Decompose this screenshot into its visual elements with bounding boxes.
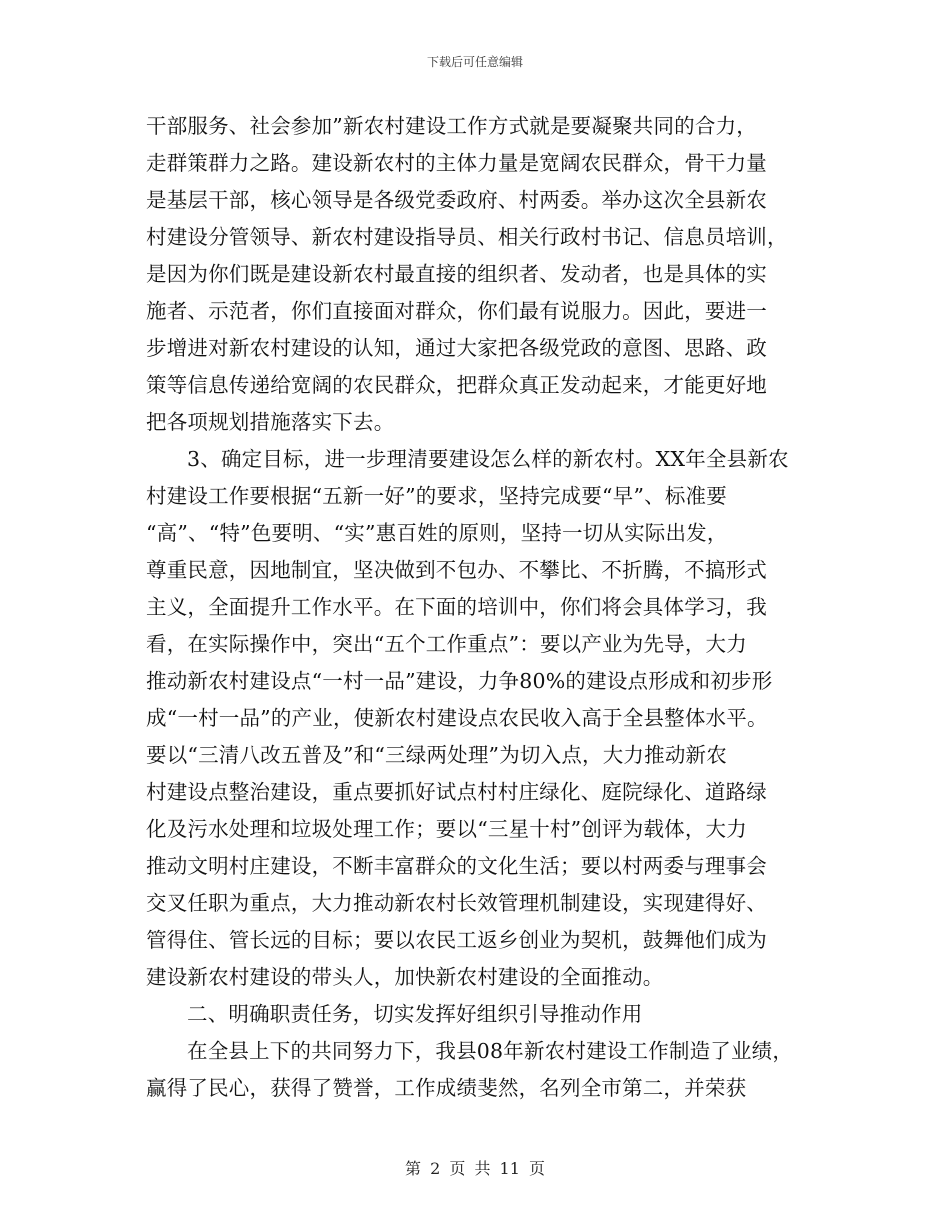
text-line: 成“一村一品”的产业，使新农村建设点农民收入高于全县整体水平。: [146, 706, 768, 730]
page-number-footer: 第 2 页 共 11 页: [405, 1159, 545, 1178]
text-line: 村建设工作要根据“五新一好”的要求，坚持完成要“早”、标准要: [146, 484, 727, 508]
text-line: 步增进对新农村建设的认知，通过大家把各级党政的意图、思路、政: [146, 336, 767, 360]
text-line: 建设新农村建设的带头人，加快新农村建设的全面推动。: [146, 965, 664, 989]
text-line: 尊重民意，因地制宜，坚决做到不包办、不攀比、不折腾，不搞形式: [146, 558, 767, 582]
text-line: 把各项规划措施落实下去。: [146, 410, 395, 434]
text-line: 走群策群力之路。建设新农村的主体力量是宽阔农民群众，骨干力量: [146, 151, 767, 175]
text-line: 在全县上下的共同努力下，我县08年新农村建设工作制造了业绩，: [187, 1039, 794, 1063]
text-line: 交叉任职为重点，大力推动新农村长效管理机制建设，实现建得好、: [146, 891, 767, 915]
text-line: 是因为你们既是建设新农村最直接的组织者、发动者，也是具体的实: [146, 262, 767, 286]
text-line: 施者、示范者，你们直接面对群众，你们最有说服力。因此，要进一: [146, 299, 767, 323]
text-line: 村建设点整治建设，重点要抓好试点村村庄绿化、庭院绿化、道路绿: [146, 780, 767, 804]
text-line: 要以“三清八改五普及”和“三绿两处理”为切入点，大力推动新农: [146, 743, 727, 767]
section-heading: 二、明确职责任务，切实发挥好组织引导推动作用: [187, 1002, 643, 1026]
text-line: 管得住、管长远的目标；要以农民工返乡创业为契机，鼓舞他们成为: [146, 928, 767, 952]
text-line: “高”、“特”色要明、“实”惠百姓的原则，坚持一切从实际出发，: [146, 521, 728, 545]
text-line: 3、确定目标，进一步理清要建设怎么样的新农村。XX年全县新农: [187, 447, 789, 471]
text-line: 推动文明村庄建设，不断丰富群众的文化生活；要以村两委与理事会: [146, 854, 767, 878]
text-line: 干部服务、社会参加”新农村建设工作方式就是要凝聚共同的合力，: [146, 114, 757, 138]
text-line: 是基层干部，核心领导是各级党委政府、村两委。举办这次全县新农: [146, 188, 767, 212]
text-line: 村建设分管领导、新农村建设指导员、相关行政村书记、信息员培训，: [146, 225, 788, 249]
text-line: 推动新农村建设点“一村一品”建设，力争80%的建设点形成和初步形: [146, 669, 773, 693]
text-line: 赢得了民心，获得了赞誉，工作成绩斐然，名列全市第二，并荣获: [146, 1076, 747, 1100]
page-header: 下载后可任意编辑: [426, 55, 523, 69]
text-line: 主义，全面提升工作水平。在下面的培训中，你们将会具体学习，我: [146, 595, 767, 619]
text-line: 看，在实际操作中，突出“五个工作重点”：要以产业为先导，大力: [146, 632, 747, 656]
text-line: 化及污水处理和垃圾处理工作；要以“三星十村”创评为载体，大力: [146, 817, 747, 841]
text-line: 策等信息传递给宽阔的农民群众，把群众真正发动起来，才能更好地: [146, 373, 767, 397]
